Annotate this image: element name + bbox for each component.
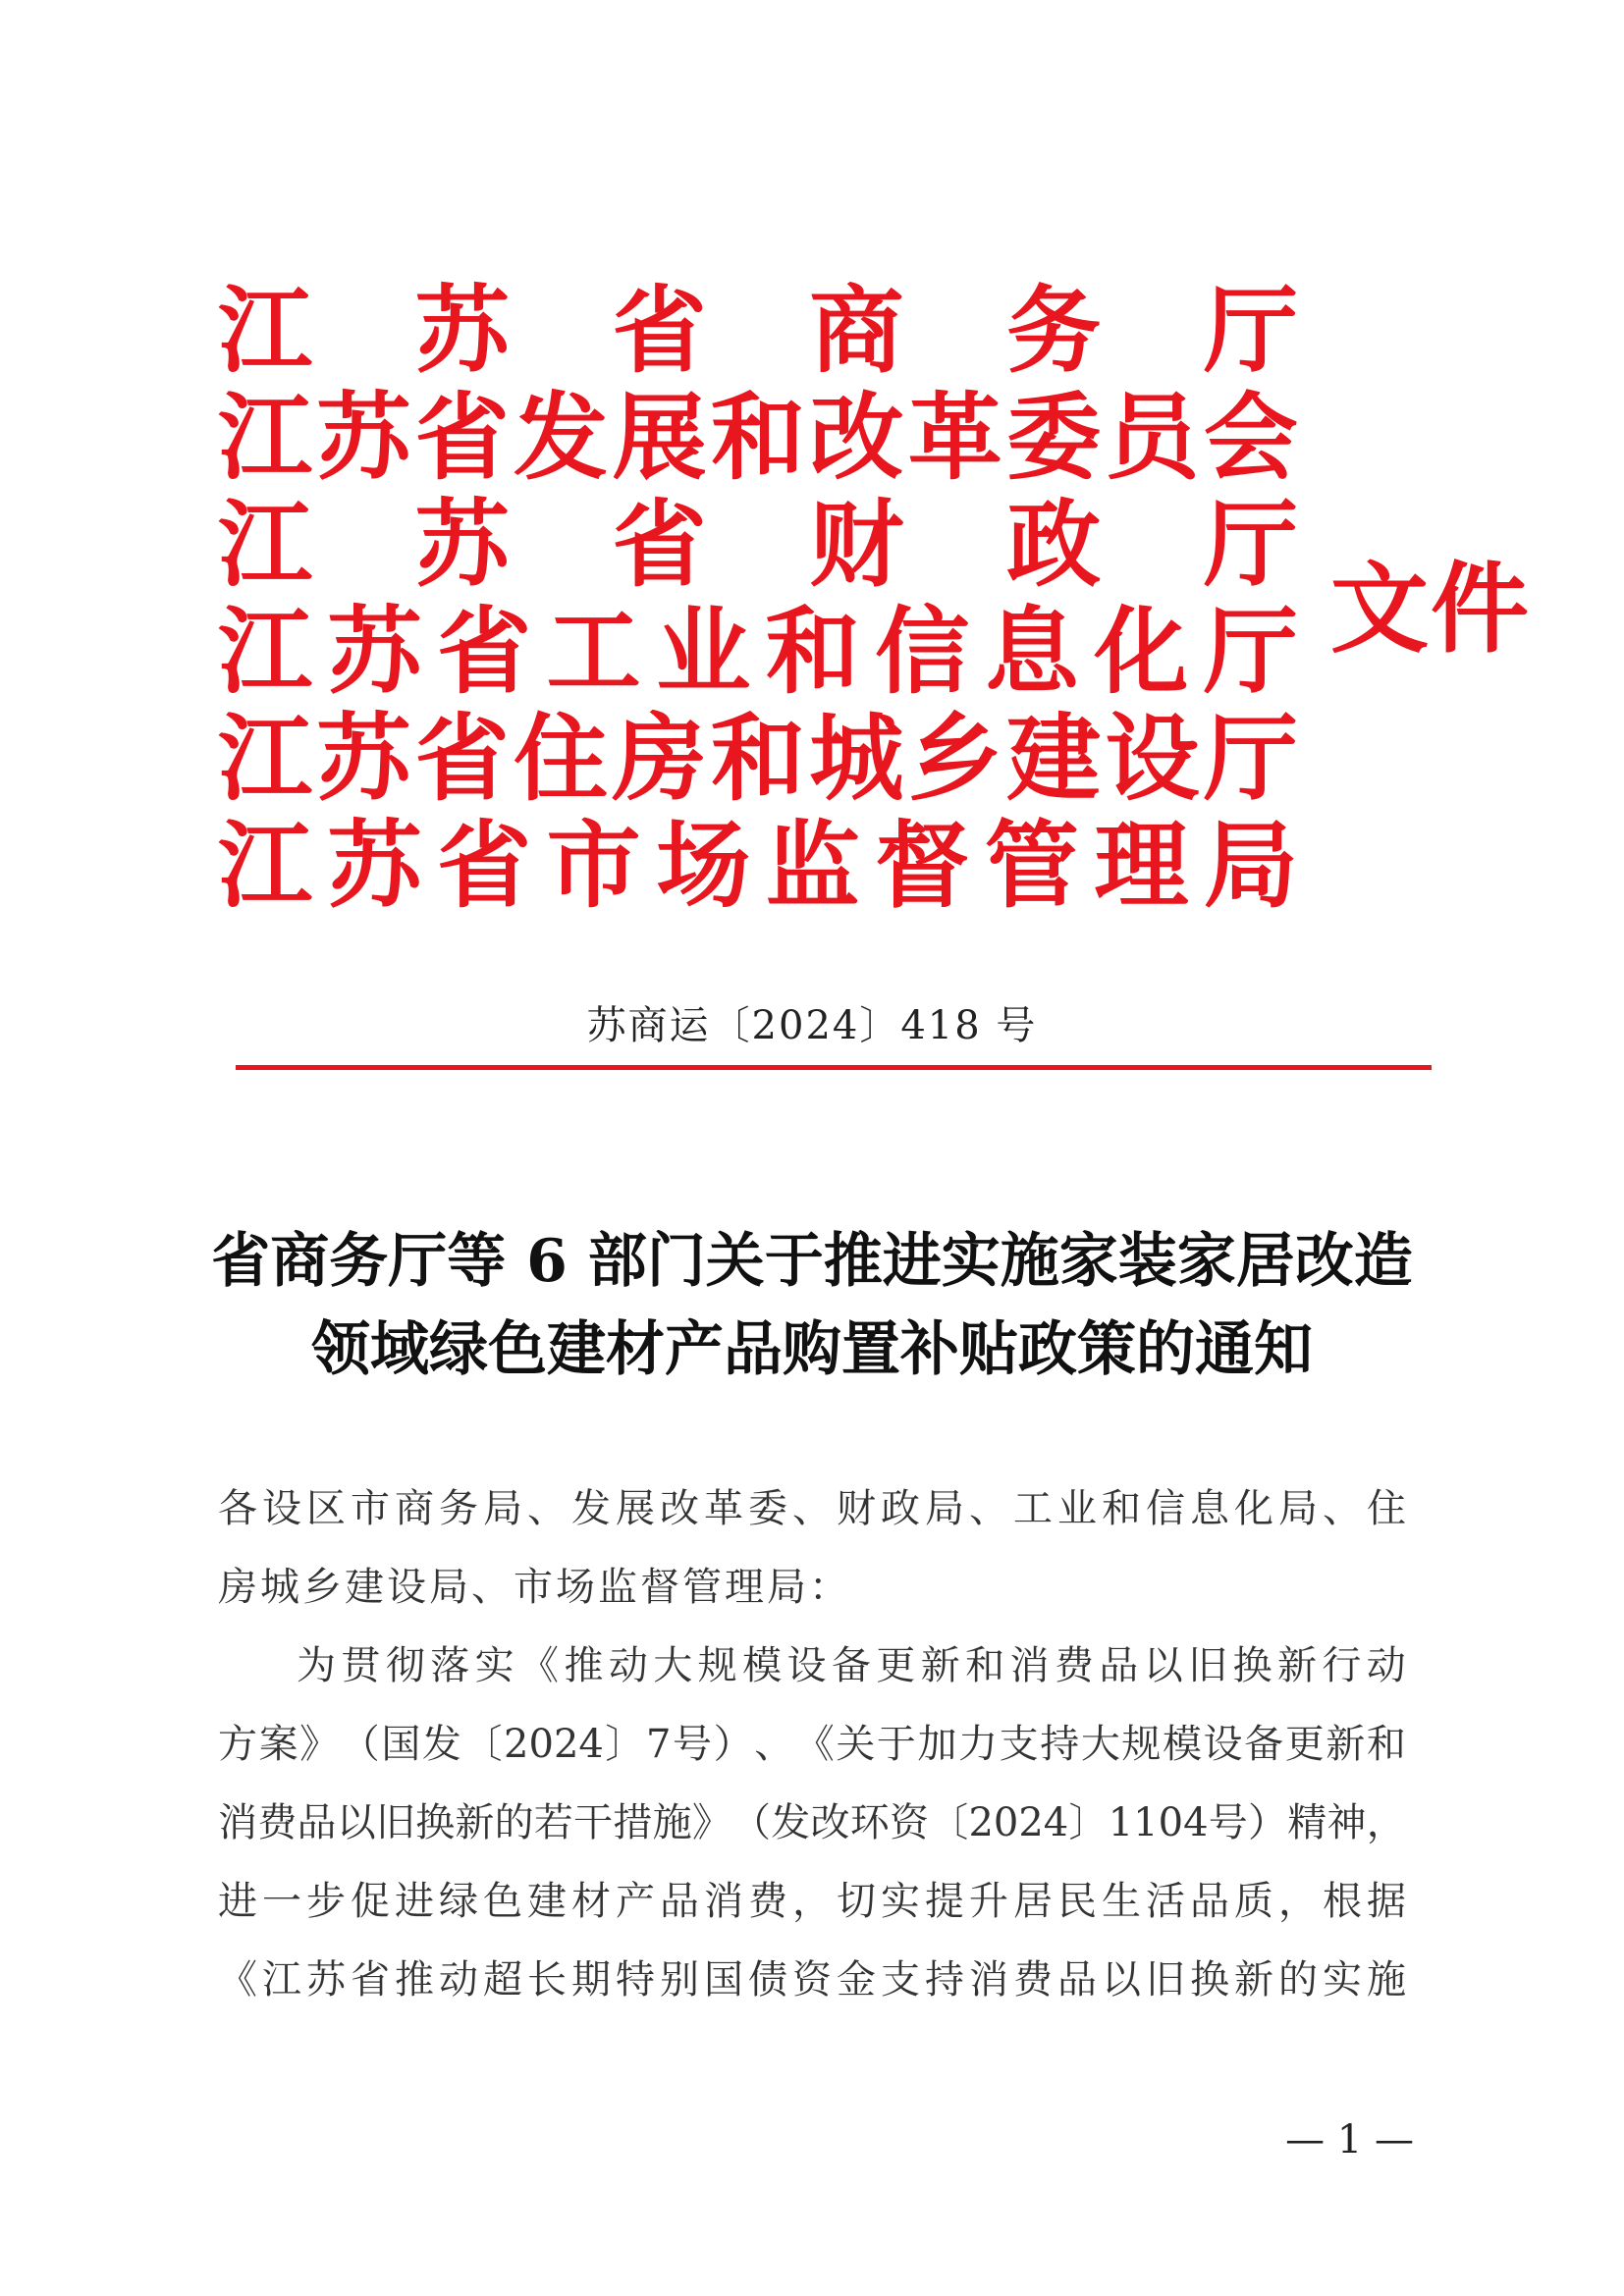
body-char: 化 xyxy=(1234,1486,1273,1531)
body-char: 推 xyxy=(395,1957,434,2002)
issuer-name xyxy=(218,705,1298,812)
body-char: 备 xyxy=(831,1643,871,1688)
issuer-char: 员 xyxy=(1105,382,1200,493)
body-char: 局 xyxy=(1278,1486,1318,1531)
issuer-char: 房 xyxy=(612,703,707,814)
issuer-char: 工 xyxy=(546,596,641,707)
body-char: 财 xyxy=(837,1486,876,1531)
body-char: 备 xyxy=(1244,1722,1284,1767)
body-char: 建 xyxy=(527,1879,567,1924)
body-char: 资 xyxy=(889,1800,929,1845)
body-char: 持 xyxy=(1040,1722,1080,1767)
body-char: 《 xyxy=(794,1722,835,1767)
body-char: 品 xyxy=(1190,1879,1229,1924)
issuer-char: 息 xyxy=(984,596,1079,707)
body-char: 居 xyxy=(1013,1879,1053,1924)
body-char: 展 xyxy=(616,1486,655,1531)
body-char: 《 xyxy=(218,1957,257,2002)
body-char: 费 xyxy=(1054,1643,1094,1688)
body-char: 别 xyxy=(660,1957,699,2002)
body-char: 措 xyxy=(613,1800,653,1845)
body-char: 设 xyxy=(262,1486,301,1531)
body-char: 的 xyxy=(1278,1957,1318,2002)
body-char: 动 xyxy=(1366,1643,1406,1688)
document-title xyxy=(177,1217,1447,1394)
body-char: 加 xyxy=(917,1722,957,1767)
issuer-char: 场 xyxy=(656,810,751,921)
body-char: 、 xyxy=(754,1722,794,1767)
body-char: 设 xyxy=(1203,1722,1243,1767)
body-char: 施 xyxy=(1367,1957,1406,2002)
issuer-char: 局 xyxy=(1203,810,1298,921)
issuer-char: 乡 xyxy=(907,703,1002,814)
body-char: 号 xyxy=(1208,1800,1248,1845)
issuer-char: 和 xyxy=(710,382,805,493)
issuer-char: 江 xyxy=(218,703,312,814)
body-char: 消 xyxy=(704,1879,743,1924)
issuer-char: 苏 xyxy=(327,810,422,921)
issuer-char: 苏 xyxy=(414,275,510,386)
body-char: 旧 xyxy=(375,1800,415,1845)
body-char: 换 xyxy=(1190,1957,1229,2002)
body-char: 期 xyxy=(571,1957,611,2002)
body-char: 江 xyxy=(262,1957,301,2002)
body-char: 新 xyxy=(920,1643,960,1688)
body-char: 关 xyxy=(836,1722,876,1767)
body-char: 省 xyxy=(351,1957,390,2002)
body-char: 新 xyxy=(1326,1722,1366,1767)
issuer-char: 商 xyxy=(809,275,904,386)
issuer-name xyxy=(218,491,1298,598)
body-char: 提 xyxy=(925,1879,964,1924)
issuer-char: 省 xyxy=(612,275,707,386)
body-char: 施 xyxy=(652,1800,692,1845)
issuer-char: 和 xyxy=(710,703,805,814)
issuer-char: 市 xyxy=(546,810,641,921)
body-char: 若 xyxy=(533,1800,573,1845)
body-char: 区 xyxy=(306,1486,346,1531)
body-char: ， xyxy=(792,1879,832,1924)
body-line xyxy=(218,1784,1406,1862)
body-char: 1104 xyxy=(1108,1800,1209,1845)
body-char: 费 xyxy=(1013,1957,1053,2002)
body-char: 换 xyxy=(1232,1643,1272,1688)
issuer-char: 苏 xyxy=(316,703,411,814)
body-char: 发 xyxy=(421,1722,461,1767)
body-char: 产 xyxy=(616,1879,655,1924)
body-char: 和 xyxy=(1366,1722,1406,1767)
issuer-char: 省 xyxy=(414,703,510,814)
issuer-char: 江 xyxy=(218,382,312,493)
body-char: 债 xyxy=(748,1957,787,2002)
body-char: 进 xyxy=(395,1879,434,1924)
issuer-char: 江 xyxy=(218,596,312,707)
body-char: 环 xyxy=(849,1800,890,1845)
body-line xyxy=(218,1469,1406,1548)
body-char: 神 xyxy=(1326,1800,1367,1845)
issuer-char: 展 xyxy=(612,382,707,493)
body-char: 2024 xyxy=(504,1722,604,1767)
body-char: 特 xyxy=(616,1957,655,2002)
issuer-char: 省 xyxy=(612,489,707,600)
body-char: 的 xyxy=(494,1800,534,1845)
body-char: 换 xyxy=(415,1800,456,1845)
issuer-char: 江 xyxy=(218,489,312,600)
body-char: 国 xyxy=(381,1722,421,1767)
page-number: — 1 — xyxy=(1285,2117,1414,2163)
body-char: 生 xyxy=(1102,1879,1141,1924)
body-char: 息 xyxy=(1190,1486,1229,1531)
body-char: 业 xyxy=(1057,1486,1097,1531)
issuer-char: 苏 xyxy=(414,489,510,600)
body-char: 切 xyxy=(837,1879,876,1924)
issuer-char: 化 xyxy=(1094,596,1189,707)
body-char: 干 xyxy=(573,1800,614,1845)
body-char: 发 xyxy=(771,1800,811,1845)
issuer-char: 理 xyxy=(1094,810,1189,921)
body-char: 改 xyxy=(660,1486,699,1531)
body-char: 于 xyxy=(876,1722,916,1767)
issuer-char: 革 xyxy=(907,382,1002,493)
body-char: 《 xyxy=(519,1643,560,1688)
issuer-name xyxy=(218,598,1298,705)
body-char: 信 xyxy=(1146,1486,1185,1531)
body-char: 、 xyxy=(1323,1486,1362,1531)
body-char: 政 xyxy=(881,1486,920,1531)
issuer-name xyxy=(218,812,1298,919)
body-char: 务 xyxy=(439,1486,478,1531)
body-char: 金 xyxy=(837,1957,876,2002)
body-char: 局 xyxy=(483,1486,522,1531)
issuer-char: 省 xyxy=(437,810,532,921)
body-char: 促 xyxy=(351,1879,390,1924)
body-char: 消 xyxy=(1009,1643,1050,1688)
issuer-char: 督 xyxy=(875,810,970,921)
red-divider xyxy=(236,1065,1432,1070)
body-char: 旧 xyxy=(1146,1957,1185,2002)
body-char: （ xyxy=(340,1722,380,1767)
body-char: 、 xyxy=(792,1486,832,1531)
body-char: 动 xyxy=(439,1957,478,2002)
body-char: 商 xyxy=(395,1486,434,1531)
body-char: 案 xyxy=(258,1722,298,1767)
body-char: 和 xyxy=(965,1643,1005,1688)
body-char: 规 xyxy=(1121,1722,1162,1767)
body-char: 质 xyxy=(1234,1879,1273,1924)
issuer-char: 厅 xyxy=(1203,489,1298,600)
body-char: 进 xyxy=(218,1879,257,1924)
issuer-char: 发 xyxy=(514,382,609,493)
issuer-char: 会 xyxy=(1203,382,1298,493)
issuer-char: 厅 xyxy=(1203,275,1298,386)
body-char: ， xyxy=(1366,1800,1406,1845)
body-char: 动 xyxy=(608,1643,648,1688)
body-char: 一 xyxy=(262,1879,301,1924)
body-char: 〕 xyxy=(605,1722,645,1767)
body-char: 大 xyxy=(1080,1722,1120,1767)
body-char: 各 xyxy=(218,1486,257,1531)
issuer-name xyxy=(218,277,1298,384)
body-char: 据 xyxy=(1367,1879,1406,1924)
body-char: ） xyxy=(713,1722,753,1767)
body-char: 费 xyxy=(748,1879,787,1924)
body-char: 旧 xyxy=(1188,1643,1228,1688)
body-char: 品 xyxy=(660,1879,699,1924)
body-char: 大 xyxy=(653,1643,693,1688)
body-char: 以 xyxy=(1143,1643,1183,1688)
body-char: 品 xyxy=(1057,1957,1097,2002)
body-char: 实 xyxy=(881,1879,920,1924)
title-line: 领域绿色建材产品购置补贴政策的通知 xyxy=(311,1315,1313,1384)
body-char: 费 xyxy=(257,1800,298,1845)
body-line xyxy=(218,1862,1406,1941)
body-char: 新 xyxy=(1234,1957,1273,2002)
body-char: 品 xyxy=(297,1800,337,1845)
body-char: 资 xyxy=(792,1957,832,2002)
issuer-char: 信 xyxy=(875,596,970,707)
body-char: 工 xyxy=(1013,1486,1053,1531)
body-char: 绿 xyxy=(439,1879,478,1924)
body-char: 号 xyxy=(673,1722,713,1767)
body-char: 方 xyxy=(218,1722,257,1767)
body-char: 〕 xyxy=(1068,1800,1109,1845)
body-char: 〔 xyxy=(462,1722,503,1767)
body-char: 消 xyxy=(218,1800,257,1845)
document-suffix: 文件 xyxy=(1330,551,1531,667)
body-char: 根 xyxy=(1323,1879,1362,1924)
body-char: 7 xyxy=(646,1722,672,1767)
issuer-name xyxy=(218,384,1298,491)
issuer-char: 省 xyxy=(437,596,532,707)
body-char: 更 xyxy=(876,1643,916,1688)
body-char: 推 xyxy=(564,1643,604,1688)
body-char: 住 xyxy=(1367,1486,1406,1531)
body-char: 以 xyxy=(1102,1957,1141,2002)
body-char: 超 xyxy=(483,1957,522,2002)
issuer-char: 苏 xyxy=(316,382,411,493)
body-char: 材 xyxy=(571,1879,611,1924)
body-char: （ xyxy=(731,1800,772,1845)
body-char: 模 xyxy=(742,1643,783,1688)
body-char: 行 xyxy=(1322,1643,1362,1688)
body-char: 发 xyxy=(571,1486,611,1531)
body-char: 消 xyxy=(969,1957,1008,2002)
issuer-char: 江 xyxy=(218,275,312,386)
body-char: 精 xyxy=(1287,1800,1327,1845)
issuer-char: 监 xyxy=(765,810,860,921)
body-line: 房城乡建设局、市场监督管理局： xyxy=(218,1565,851,1610)
body-char: 色 xyxy=(483,1879,522,1924)
body-char: 贯 xyxy=(341,1643,381,1688)
body-char: 委 xyxy=(748,1486,787,1531)
issuer-char: 建 xyxy=(1006,703,1102,814)
body-char: 新 xyxy=(455,1800,495,1845)
body-char: 落 xyxy=(430,1643,470,1688)
issuer-char: 设 xyxy=(1105,703,1200,814)
body-line xyxy=(218,1627,1406,1705)
body-char: 民 xyxy=(1057,1879,1097,1924)
body-char: 实 xyxy=(1323,1957,1362,2002)
body-char: 力 xyxy=(958,1722,999,1767)
body-line xyxy=(218,1705,1406,1784)
body-char: 国 xyxy=(704,1957,743,2002)
body-char: 步 xyxy=(306,1879,346,1924)
issuer-char: 苏 xyxy=(327,596,422,707)
issuer-char: 业 xyxy=(656,596,751,707)
body-char: 更 xyxy=(1284,1722,1325,1767)
body-char: 以 xyxy=(336,1800,376,1845)
issuer-char: 管 xyxy=(984,810,1079,921)
issuer-char: 务 xyxy=(1006,275,1102,386)
issuer-char: 住 xyxy=(514,703,609,814)
body-char: 模 xyxy=(1162,1722,1202,1767)
document-number: 苏商运〔2024〕418 号 xyxy=(586,1003,1038,1048)
issuer-list xyxy=(218,277,1308,919)
body-char: 彻 xyxy=(385,1643,425,1688)
body-char: 持 xyxy=(925,1957,964,2002)
issuer-char: 城 xyxy=(809,703,904,814)
body-char: ， xyxy=(1278,1879,1318,1924)
body-char: 支 xyxy=(881,1957,920,2002)
issuer-char: 改 xyxy=(809,382,904,493)
body-char: 市 xyxy=(351,1486,390,1531)
body-char: 改 xyxy=(810,1800,850,1845)
title-line: 省商务厅等 6 部门关于推进实施家装家居改造 xyxy=(211,1227,1413,1296)
body-char: 局 xyxy=(925,1486,964,1531)
body-char: 长 xyxy=(527,1957,567,2002)
body-char: 、 xyxy=(969,1486,1008,1531)
issuer-char: 财 xyxy=(809,489,904,600)
body-char: 》 xyxy=(299,1722,340,1767)
body-line xyxy=(218,1941,1406,2019)
issuer-char: 省 xyxy=(414,382,510,493)
issuer-char: 和 xyxy=(765,596,860,707)
issuer-char: 江 xyxy=(218,810,312,921)
body-char: 新 xyxy=(1276,1643,1317,1688)
body-char: 支 xyxy=(999,1722,1039,1767)
body-char: 实 xyxy=(474,1643,514,1688)
body-char: 2024 xyxy=(968,1800,1069,1845)
issuer-char: 厅 xyxy=(1203,703,1298,814)
issuer-char: 政 xyxy=(1006,489,1102,600)
issuer-char: 委 xyxy=(1006,382,1102,493)
body-char: 〔 xyxy=(929,1800,969,1845)
body-char: 设 xyxy=(786,1643,827,1688)
document-body xyxy=(218,1469,1406,2019)
body-char: 、 xyxy=(527,1486,567,1531)
issuer-char: 厅 xyxy=(1203,596,1298,707)
body-char: 品 xyxy=(1099,1643,1139,1688)
body-char: 和 xyxy=(1102,1486,1141,1531)
body-char: 》 xyxy=(691,1800,731,1845)
body-char: 活 xyxy=(1146,1879,1185,1924)
body-char: 规 xyxy=(697,1643,737,1688)
body-char: 苏 xyxy=(306,1957,346,2002)
body-char: 为 xyxy=(297,1643,336,1688)
body-char: 革 xyxy=(704,1486,743,1531)
body-char: 升 xyxy=(969,1879,1008,1924)
body-char: ） xyxy=(1247,1800,1287,1845)
